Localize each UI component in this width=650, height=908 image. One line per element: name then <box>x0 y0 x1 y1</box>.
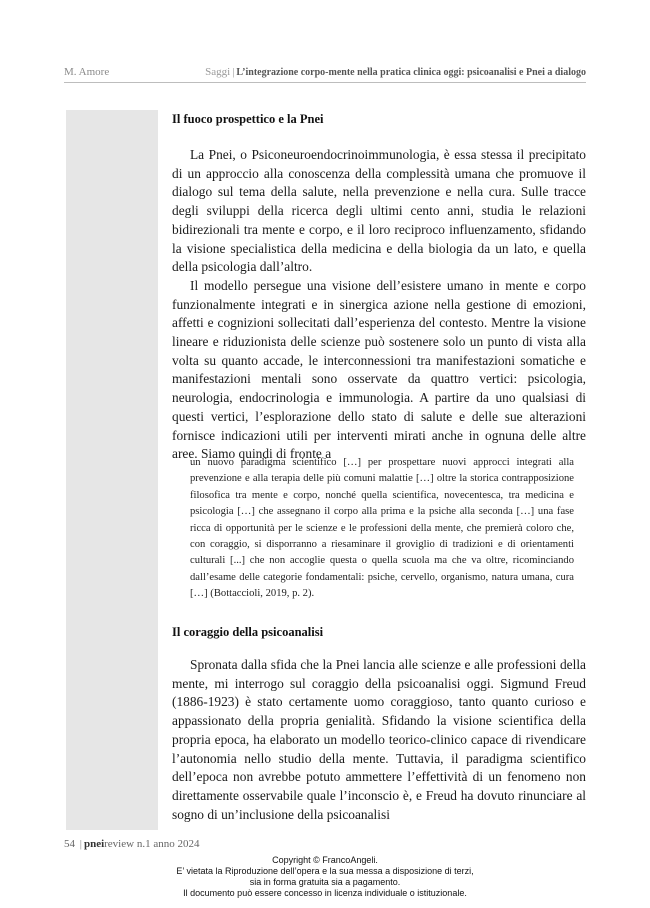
page-number: 54 <box>64 838 75 850</box>
paragraph: Il modello persegue una visione dell’esistere umano in mente e corpo funzionalmente integrati e in sinergica azione nella gestione di emozioni, affetti e cognizioni sollecitati dall’esperienza del contesto. Mentre la visione lineare e riduzionista delle scienze può sostenere solo un punto di vista alla volta su quanto accade, le interconnessioni tra manifestazioni somatiche e manifestazioni mentali sono osservate da quattro vertici: psicologia, neurologia, endocrinologia e immunologia. A partire da uno qualsiasi di questi vertici, l’esplorazione dello stato di salute e delle sue alterazioni fornisce indicazioni utili per interventi mirati anche in ognuna delle altre aree. Siamo quindi di fronte a <box>172 277 586 462</box>
margin-sidebar <box>66 110 158 830</box>
copyright-line: Il documento può essere concesso in licenza individuale o istituzionale. <box>183 888 467 898</box>
header-article-title: L’integrazione corpo-mente nella pratica clinica oggi: psicoanalisi e Pnei a dialogo <box>236 67 586 78</box>
footer-separator: | <box>79 838 82 850</box>
header-section: Saggi <box>205 66 231 78</box>
copyright-line: sia in forma gratuita sia a pagamento. <box>249 877 401 887</box>
section-heading: Il fuoco prospettico e la Pnei <box>172 112 324 126</box>
journal-issue: review n.1 anno 2024 <box>104 838 200 850</box>
section-heading: Il coraggio della psicoanalisi <box>172 625 324 639</box>
page-footer <box>64 838 199 850</box>
paragraph: La Pnei, o Psiconeuroendocrinoimmunologia, è essa stessa il precipitato di un approccio alla conoscenza della complessità umana che promuove il dialogo sul tema della salute, nella prevenzione e nella cura. Sulle tracce degli sviluppi della ricerca degli ultimi cento anni, studia le relazioni bidirezionali tra mente e corpo, e il loro reciproco influenzamento, sfidando la visione specialistica della medicina e della biologia da un lato, e quella della psicologia dall’altro. <box>172 147 586 275</box>
block-quote: un nuovo paradigma scientifico […] per prospettare nuovi approcci integrati alla prevenzione e alla terapia delle più comuni malattie […] oltre la storica contrapposizione filosofica tra mente e corpo, nonché quella scientifica, novecentesca, tra medicina e psicologia […] che assegnano il corpo alla prima e la psiche alla seconda […] una fase ricca di opportunità per le scienze e le professioni della mente, che premierà coloro che, con coraggio, si disporranno a riesaminare il groviglio di tradizioni e di orientamenti culturali [...] che non accoglie questa o quella scuola ma che va oltre, ricominciando dall’esame delle categorie fondamentali: psiche, cervello, organismo, natura umana, cura […] (Bottaccioli, 2019, p. 2). <box>190 457 574 600</box>
header-rule <box>64 82 586 83</box>
section-body <box>172 146 586 464</box>
copyright-notice <box>0 855 650 899</box>
paragraph: Spronata dalla sfida che la Pnei lancia alle scienze e alle professioni della mente, mi interrogo sul coraggio della psicoanalisi oggi. Sigmund Freud (1886-1923) è stato certamente uomo coraggioso, tanto quanto curioso e appassionato della propria genialità. Sfidando la visione scientifica della propria epoca, ha elaborato un modello teorico-clinico capace di rivendicare l’autonomia nello studio della mente. Tuttavia, il paradigma scientifico dell’epoca non avrebbe potuto ammettere l’effettività di un fenomeno non direttamente osservabile quale l’inconscio è, e Freud ha dovuto rinunciare al sogno di un’inclusione della psicoanalisi <box>172 657 586 822</box>
header-right <box>205 66 586 78</box>
header-separator: | <box>232 66 235 78</box>
journal-brand: pnei <box>83 838 105 850</box>
header-author: M. Amore <box>64 66 110 78</box>
section-body <box>172 656 586 824</box>
copyright-line: Copyright © FrancoAngeli. <box>272 855 378 865</box>
copyright-line: E’ vietata la Riproduzione dell’opera e la sua messa a disposizione di terzi, <box>176 866 474 876</box>
